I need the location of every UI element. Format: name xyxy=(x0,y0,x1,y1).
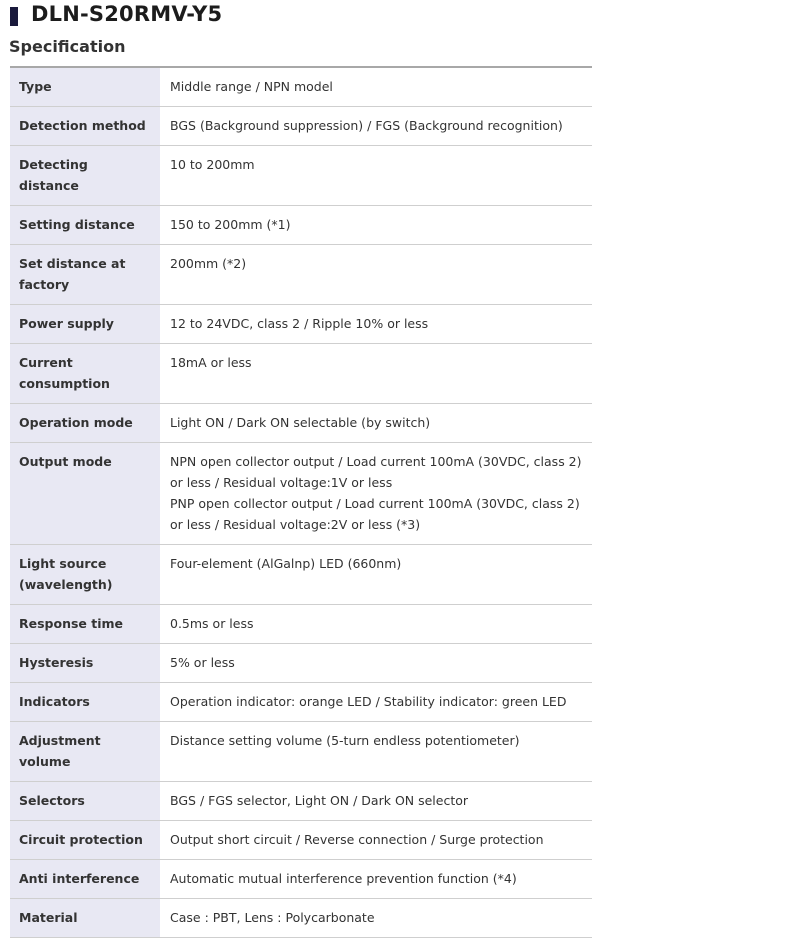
spec-label: Detecting distance xyxy=(10,146,160,206)
spec-value xyxy=(160,344,592,404)
spec-value xyxy=(160,860,592,899)
spec-row xyxy=(10,443,592,545)
spec-value-line: Light ON / Dark ON selectable (by switch) xyxy=(170,415,431,430)
spec-row xyxy=(10,404,592,443)
spec-value xyxy=(160,443,592,545)
spec-label: Response time xyxy=(10,605,160,644)
spec-value xyxy=(160,107,592,146)
spec-label: Operation mode xyxy=(10,404,160,443)
spec-table xyxy=(10,66,592,938)
title-accent-bar xyxy=(10,7,18,26)
spec-value-line: Middle range / NPN model xyxy=(170,79,333,94)
spec-value-line: 10 to 200mm xyxy=(170,157,255,172)
spec-value-line: Distance setting volume (5-turn endless potentiometer) xyxy=(170,733,520,748)
spec-label: Circuit protection xyxy=(10,821,160,860)
spec-label: Selectors xyxy=(10,782,160,821)
spec-label: Set distance at factory xyxy=(10,245,160,305)
spec-label: Detection method xyxy=(10,107,160,146)
spec-label: Type xyxy=(10,67,160,107)
spec-value xyxy=(160,206,592,245)
spec-label: Anti interference xyxy=(10,860,160,899)
spec-label: Adjustment volume xyxy=(10,722,160,782)
spec-value-line: 150 to 200mm (*1) xyxy=(170,217,291,232)
spec-label: Light source (wavelength) xyxy=(10,545,160,605)
spec-label: Material xyxy=(10,899,160,938)
spec-label: Output mode xyxy=(10,443,160,545)
spec-value-line: Output short circuit / Reverse connection / Surge protection xyxy=(170,832,544,847)
spec-value xyxy=(160,683,592,722)
spec-value xyxy=(160,305,592,344)
spec-value xyxy=(160,245,592,305)
spec-value xyxy=(160,782,592,821)
spec-value xyxy=(160,146,592,206)
spec-row xyxy=(10,305,592,344)
section-heading: Specification xyxy=(9,37,126,56)
spec-value-line: 200mm (*2) xyxy=(170,256,247,271)
spec-label: Indicators xyxy=(10,683,160,722)
spec-value-line: NPN open collector output / Load current 100mA (30VDC, class 2) or less / Residual voltage:1V or less xyxy=(170,454,582,490)
page-title: DLN-S20RMV-Y5 xyxy=(31,2,223,26)
spec-row xyxy=(10,545,592,605)
spec-row xyxy=(10,245,592,305)
spec-row xyxy=(10,107,592,146)
spec-row xyxy=(10,722,592,782)
spec-row xyxy=(10,146,592,206)
spec-label: Current consumption xyxy=(10,344,160,404)
spec-row xyxy=(10,67,592,107)
spec-value-line: Operation indicator: orange LED / Stability indicator: green LED xyxy=(170,694,567,709)
spec-value xyxy=(160,644,592,683)
spec-value-line: Case : PBT, Lens : Polycarbonate xyxy=(170,910,375,925)
spec-label: Hysteresis xyxy=(10,644,160,683)
spec-value xyxy=(160,605,592,644)
spec-value xyxy=(160,821,592,860)
spec-label: Power supply xyxy=(10,305,160,344)
spec-value xyxy=(160,722,592,782)
spec-row xyxy=(10,605,592,644)
spec-value xyxy=(160,545,592,605)
spec-row xyxy=(10,899,592,938)
spec-value-line: 5% or less xyxy=(170,655,235,670)
spec-row xyxy=(10,860,592,899)
spec-label: Setting distance xyxy=(10,206,160,245)
spec-value xyxy=(160,899,592,938)
spec-value-line: BGS / FGS selector, Light ON / Dark ON selector xyxy=(170,793,469,808)
spec-value-line: 18mA or less xyxy=(170,355,252,370)
spec-row xyxy=(10,782,592,821)
spec-value-line: 12 to 24VDC, class 2 / Ripple 10% or less xyxy=(170,316,429,331)
spec-value-line: Automatic mutual interference prevention function (*4) xyxy=(170,871,517,886)
spec-value xyxy=(160,67,592,107)
spec-value-line: BGS (Background suppression) / FGS (Background recognition) xyxy=(170,118,563,133)
spec-row xyxy=(10,683,592,722)
spec-row xyxy=(10,644,592,683)
spec-value-line: PNP open collector output / Load current 100mA (30VDC, class 2) or less / Residual voltage:2V or less (*3) xyxy=(170,496,580,532)
spec-row xyxy=(10,206,592,245)
spec-row xyxy=(10,344,592,404)
spec-value xyxy=(160,404,592,443)
spec-value-line: Four-element (AlGalnp) LED (660nm) xyxy=(170,556,402,571)
spec-row xyxy=(10,821,592,860)
spec-value-line: 0.5ms or less xyxy=(170,616,254,631)
